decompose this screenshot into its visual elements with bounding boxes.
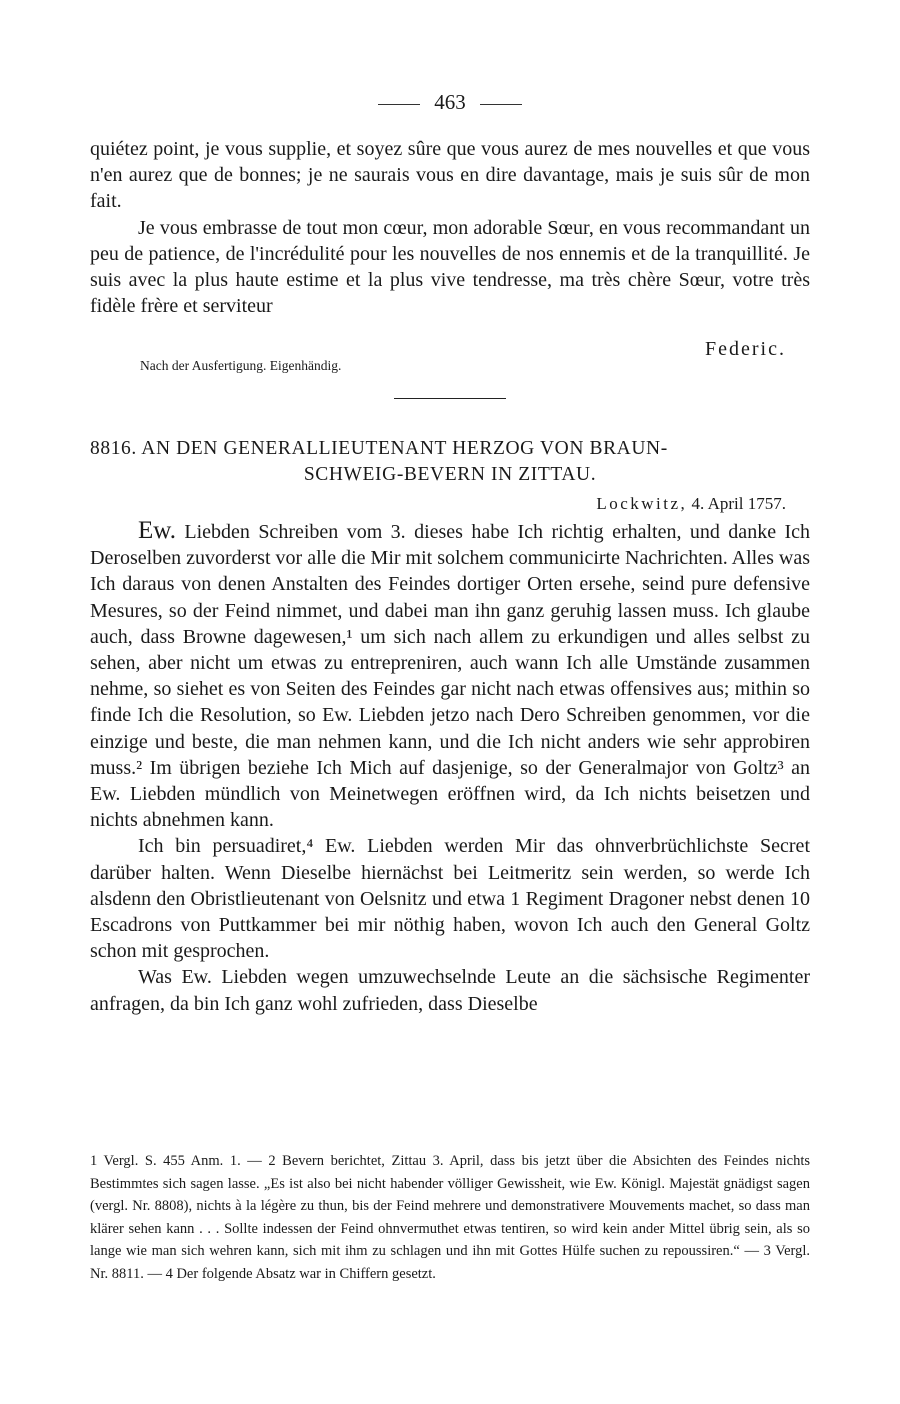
dateline-place: Lockwitz,: [596, 494, 688, 513]
letter1-paragraph-1: quiétez point, je vous supplie, et soyez sûre que vous aurez de mes nouvelles et que vous n'en aurez que de bonnes; je ne saurais vous en dire davantage, mais je suis sûr de mon fait.: [90, 138, 810, 213]
dateline: [596, 494, 786, 514]
page-number: 463: [434, 90, 466, 114]
right-dash-divider: [480, 104, 522, 105]
letter2-paragraph-1: [90, 518, 810, 833]
left-dash-divider: [378, 104, 420, 105]
letter-continuation: [90, 136, 810, 319]
letter2-paragraph-2: Ich bin persuadiret,⁴ Ew. Liebden werden Mir das ohnverbrüchlichste Secret darüber halten. Wenn Dieselbe hiernächst bei Leitmeritz sein werden, so werde Ich alsdenn den Obristlieutenant von Oelsnitz und etwa 1 Regiment Dragoner nebst denen 10 Escadrons von Puttkammer bei mir nöthig haben, wovon Ich auch den General Goltz schon mit gesprochen.: [90, 835, 810, 963]
heading-line-2: SCHWEIG-BEVERN IN ZITTAU.: [303, 464, 597, 485]
letter2-initial: Ew.: [138, 517, 176, 544]
heading-line-1: 8816. AN DEN GENERALLIEUTENANT HERZOG VON BRAUN-: [90, 438, 668, 459]
letter2-paragraph-3: Was Ew. Liebden wegen umzuwechselnde Leute an die sächsische Regimenter anfragen, da bin Ich ganz wohl zufrieden, dass Dieselbe: [90, 966, 810, 1015]
letter-body: [90, 518, 810, 1017]
footnotes: [90, 1150, 810, 1286]
page-number-header: [90, 90, 810, 115]
dateline-date: 4. April 1757.: [691, 494, 786, 513]
letter1-paragraph-2: Je vous embrasse de tout mon cœur, mon adorable Sœur, en vous recommandant un peu de patience, de l'incrédulité pour les nouvelles de nos ennemis et de la tranquillité. Je suis avec la plus haute estime et la plus vive tendresse, ma très chère Sœur, votre très fidèle frère et serviteur: [90, 216, 810, 318]
source-note: Nach der Ausfertigung. Eigenhändig.: [140, 358, 342, 373]
signature: Federic.: [705, 338, 786, 360]
section-divider: [394, 398, 506, 399]
letter-heading: [90, 436, 810, 488]
letter2-paragraph-1-text: Liebden Schreiben vom 3. dieses habe Ich richtig erhalten, und danke Ich Deroselben zuvorderst vor alle die Mir mit solchem communicirte Nachrichten. Alles was Ich daraus von denen Anstalten des Feindes dortiger Orten ersehe, seind pure defensive Mesures, so der Feind nimmet, und dabei man ihn ganz geruhig lassen muss. Ich glaube auch, dass Browne dagewesen,¹ um sich nach allem zu erkundigen und alles selbst zu sehen, aber nicht um etwas zu entrepreniren, auch wann Ich alle Umstände zusammen nehme, so siehet es von Seiten des Feindes gar nicht nach etwas offensives aus; mithin so finde Ich die Resolution, so Ew. Liebden jetzo nach Dero Schreiben genommen, vor die einzige und beste, die man nehmen kann, und die Ich nicht anders wie sehr approbiren muss.² Im übrigen beziehe Ich Mich auf dasjenige, so der Generalmajor von Goltz³ an Ew. Liebden mündlich von Meinetwegen eröffnen wird, da Ich nichts beisetzen und nichts abnehmen kann.: [90, 521, 811, 832]
footnote-text: 1 Vergl. S. 455 Anm. 1. — 2 Bevern berichtet, Zittau 3. April, dass bis jetzt über die Absichten des Feindes nichts Bestimmtes sich sagen lasse. „Es ist also bei nicht habender völliger Gewissheit, wie Ew. Königl. Majestät gnädigst sagen (vergl. Nr. 8808), nichts à la légère zu thun, bis der Feind mehrere und demonstrativere Mouvements machet, so dass man klärer sehen kann . . . Sollte indessen der Feind ohnvermuthet etwas tentiren, so wird kein ander Mittel übrig sein, als so lange wie man sich wehren kann, sich mit ihm zu schlagen und ihn mit Gottes Hülfe suchen zu repoussiren.“ — 3 Vergl. Nr. 8811. — 4 Der folgende Absatz war in Chiffern gesetzt.: [90, 1153, 810, 1282]
